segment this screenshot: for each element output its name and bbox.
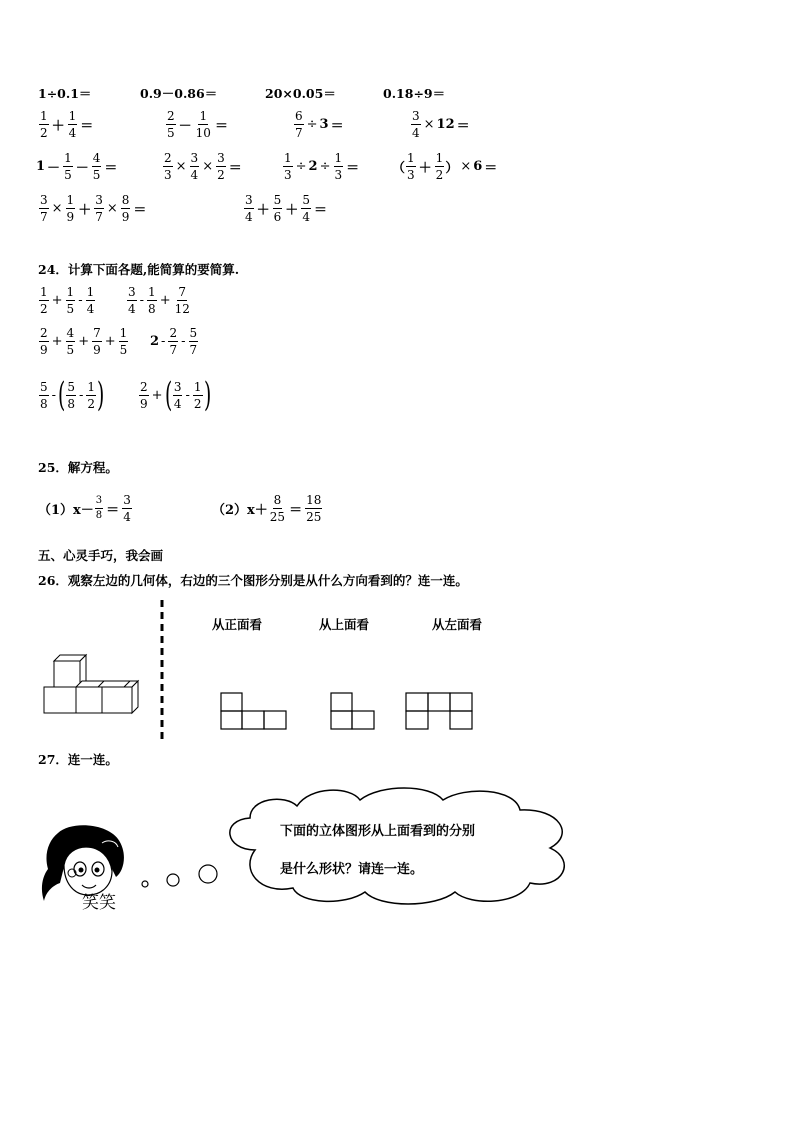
bubble-line-2: 是什么形状？请连一连。: [280, 862, 424, 877]
oral-item-8: $\frac{3}{4}$ × 12 ＝: [412, 109, 470, 140]
fraction: $\frac{8}{9}$: [121, 193, 130, 224]
q24-item-6: 2 9 + ( 3 4 - 1 2 ): [140, 375, 211, 415]
fraction: $\frac{1}{9}$: [66, 193, 75, 224]
fraction: 2 5: [167, 109, 175, 140]
fraction: $\frac{2}{3}$: [164, 151, 172, 182]
fraction: 1 5: [64, 151, 72, 182]
view-label-top: 从上面看: [319, 617, 370, 632]
view-label-left: 从左面看: [432, 617, 483, 632]
oral-item-13: $\frac{3}{7}$ × $\frac{1}{9}$ ＋ $\frac{3}{7}$ × $\frac{8}{9}$ ＝: [40, 193, 147, 224]
fraction: $\frac{6}{7}$: [295, 109, 303, 140]
oral-item-4: 0.18÷9＝: [383, 86, 446, 101]
q26-title: 26．观察左边的几何体，右边的三个图形分别是从什么方向看到的？连一连。: [38, 573, 468, 588]
oral-item-10: $\frac{2}{3}$ × $\frac{3}{4}$ × $\frac{3}{2}$ ＝: [164, 151, 242, 182]
thought-dots: [138, 862, 222, 892]
oral-item-5: 1 2 ＋ 1 4 ＝: [40, 109, 94, 140]
oral-item-7: $\frac{6}{7}$ ÷ 3 ＝: [295, 109, 344, 140]
fraction: $\frac{3}{7}$: [40, 193, 48, 224]
q24-title: 24．计算下面各题,能简算的要简算.: [38, 262, 240, 277]
q24-item-5: 5 8 - ( 5 8 - 1 2 ): [40, 375, 105, 415]
view-shape-left: [405, 692, 475, 730]
dashed-divider: [160, 600, 166, 742]
q27-title: 27．连一连。: [38, 752, 118, 767]
oral-item-11: $\frac{1}{3}$ ÷ 2 ÷ $\frac{1}{3}$ ＝: [284, 151, 360, 182]
fraction: 1 4: [68, 109, 77, 140]
oral-item-12: （ 1 3 ＋ 1 2 ） × 6 ＝: [392, 151, 498, 182]
q24-item-3: 2 9 + $\frac{4}{5}$ + $\frac{7}{9}$ + $\frac{1}{5}$: [40, 326, 128, 357]
fraction: $\frac{3}{4}$: [190, 151, 199, 182]
fraction: 1 2: [40, 109, 48, 140]
bubble-line-1: 下面的立体图形从上面看到的分别: [280, 824, 476, 839]
oral-item-2: 0.9－0.86＝: [140, 86, 218, 101]
oral-item-1: 1÷0.1＝: [38, 86, 92, 101]
q24-item-1: 1 2 + $\frac{1}{5}$ - 1 4: [40, 285, 95, 316]
q25-title: 25．解方程。: [38, 460, 118, 475]
section-5-title: 五、心灵手巧，我会画: [38, 548, 164, 563]
view-label-front: 从正面看: [212, 617, 263, 632]
fraction: 1 10: [195, 109, 211, 140]
fraction: 3 4: [245, 193, 253, 224]
fraction: $\frac{3}{4}$: [412, 109, 420, 140]
thought-cloud: [215, 780, 585, 910]
q25-equation-1: （1）x－ 3 8 ＝ 3 4: [38, 493, 131, 524]
q24-item-4: 2 - 2 7 - 5 7: [150, 326, 198, 357]
fraction: 4 5: [92, 151, 101, 182]
oral-item-3: 20×0.05＝: [265, 86, 336, 101]
view-shape-top: [330, 692, 376, 730]
fraction: 1 2: [435, 151, 444, 182]
view-shape-front: [220, 692, 288, 730]
q24-item-2: 3 4 - 1 8 + $\frac{7}{12}$: [128, 285, 190, 316]
oral-item-9: 1 － 1 5 － 4 5 ＝: [36, 151, 118, 182]
oral-item-14: 3 4 ＋ 5 6 ＋ 5 4 ＝: [245, 193, 327, 224]
fraction: $\frac{1}{3}$: [334, 151, 343, 182]
fraction: $\frac{3}{7}$: [95, 193, 103, 224]
fraction: 5 6: [273, 193, 282, 224]
fraction: $\frac{3}{2}$: [217, 151, 225, 182]
cube-solid-figure: [40, 655, 140, 717]
fraction: 5 4: [302, 193, 310, 224]
fraction: $\frac{1}{3}$: [284, 151, 292, 182]
character-name: 笑笑: [82, 893, 116, 913]
fraction: 1 3: [407, 151, 415, 182]
q25-equation-2: （2）x＋ 8 25 ＝ 18 25: [212, 493, 322, 524]
oral-item-6: 2 5 － 1 10 ＝: [167, 109, 228, 140]
